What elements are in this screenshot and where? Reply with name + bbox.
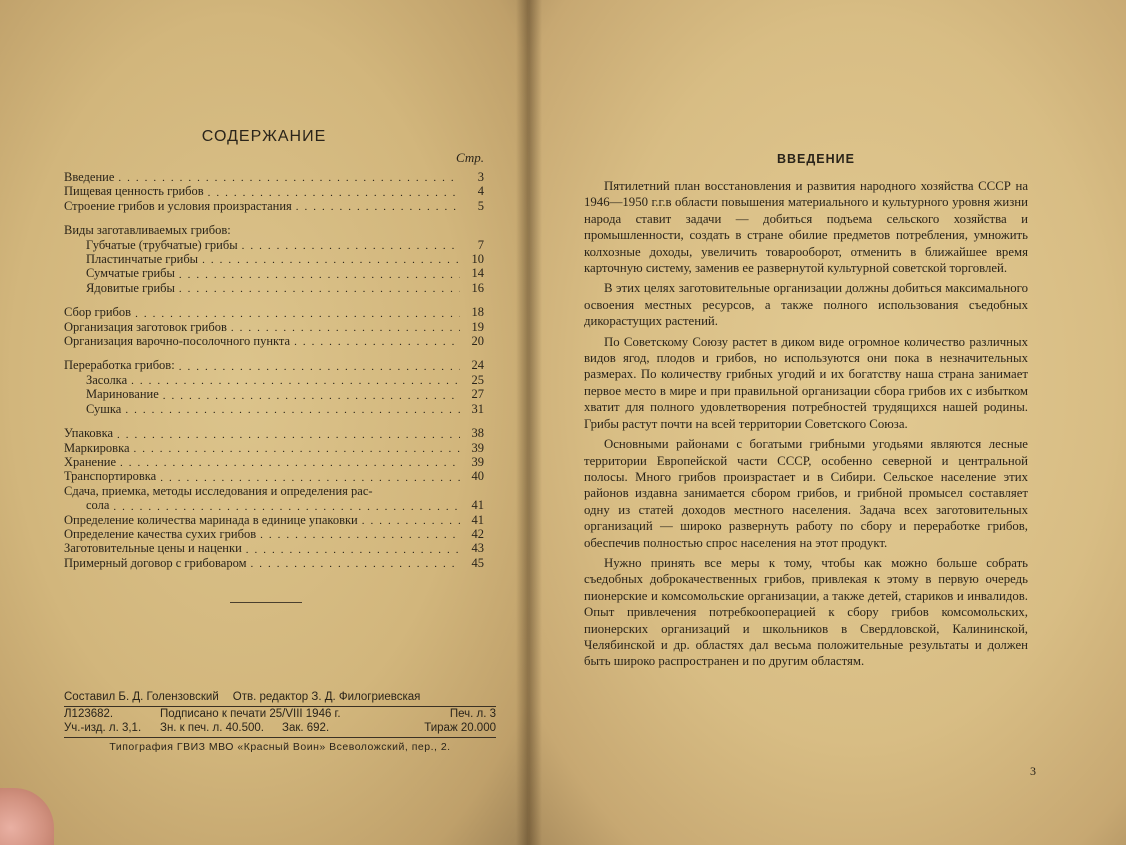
toc-entry-page: 4 bbox=[477, 184, 484, 199]
toc-entry bbox=[64, 426, 484, 440]
toc-entry-label: Определение количества маринада в единице упаковки bbox=[64, 512, 358, 527]
toc-entry-label: Маринование bbox=[86, 387, 159, 402]
toc-entry-page: 40 bbox=[471, 469, 484, 484]
imprint-editor: Отв. редактор З. Д. Филогриевская bbox=[232, 691, 421, 703]
toc-entry-page: 3 bbox=[477, 170, 484, 184]
toc-entry bbox=[64, 498, 484, 512]
intro-paragraph: По Советскому Союзу растет в диком виде огромное количество различных видов ягод, плодов и грибов, но используются они пока в незначительных размерах. По количеству грибных угодий и их богатству наша страна занимает первое место в мире и при правильной организации сбора грибов их с избытком хватит для полного удовлетворения потребностей трудящихся нашей родины. Грибы растут почти на всей территории Советского Союза. bbox=[584, 334, 1028, 431]
toc-entry bbox=[64, 281, 484, 295]
toc-entry-label: Упаковка bbox=[64, 426, 114, 441]
toc-entry-page: 27 bbox=[471, 387, 484, 402]
thumb-holding-page bbox=[0, 788, 54, 845]
toc-entry-page: 7 bbox=[477, 237, 484, 252]
toc-leader bbox=[113, 501, 460, 513]
imprint-run: Тираж 20.000 bbox=[424, 722, 496, 734]
toc-leader bbox=[179, 283, 460, 295]
imprint-print-sheets: Печ. л. 3 bbox=[449, 708, 496, 720]
toc-entry bbox=[64, 320, 484, 334]
toc-entry bbox=[64, 387, 484, 401]
toc-entry bbox=[64, 184, 484, 198]
toc-entry bbox=[64, 527, 484, 541]
toc-entry-label: Губчатые (трубчатые) грибы bbox=[86, 237, 238, 252]
toc-entry-page: 41 bbox=[471, 498, 484, 513]
toc-leader bbox=[208, 187, 460, 199]
toc-entry-label: Строение грибов и условия произрастания bbox=[64, 198, 292, 213]
toc-leader bbox=[118, 172, 460, 184]
toc-leader bbox=[260, 529, 460, 541]
toc-entry-page: 24 bbox=[471, 358, 484, 373]
toc-entry-page: 38 bbox=[471, 426, 484, 441]
section-divider bbox=[230, 602, 302, 603]
intro-paragraph: Нужно принять все меры к тому, чтобы как можно больше собрать съедобных доброкачественных грибов, привлекая к этому в первую очередь пионерские и комсомольские организации, а также детей, стариков и инвалидов. Опыт привлечения потребкооперацией к сбору грибов комсомольских, пионерских организаций и школьников в Свердловской, Калининской, Челябинской и др. областях дал весьма положительные результаты и должен быть широко распространен и по другим областям. bbox=[584, 555, 1028, 669]
toc-entry-page: 42 bbox=[471, 526, 484, 541]
toc-entry-label: Сдача, приемка, методы исследования и определения рас- bbox=[64, 483, 373, 498]
imprint-printer: Типография ГВИЗ МВО «Красный Воин» Всеволожский, пер., 2. bbox=[64, 737, 496, 754]
toc-entry-label: Организация варочно-посолочного пункта bbox=[64, 334, 291, 349]
table-of-contents bbox=[64, 170, 484, 570]
toc-entry-page: 10 bbox=[471, 252, 484, 267]
toc-entry-label: Сушка bbox=[86, 401, 122, 416]
toc-leader bbox=[131, 375, 460, 387]
toc-leader bbox=[117, 429, 460, 441]
toc-leader bbox=[179, 361, 460, 373]
toc-leader bbox=[179, 269, 460, 281]
toc-entry bbox=[64, 170, 484, 184]
toc-entry bbox=[64, 238, 484, 252]
toc-entry-label: Сбор грибов bbox=[64, 305, 132, 320]
toc-entry bbox=[64, 252, 484, 266]
toc-entry-label: Переработка грибов: bbox=[64, 358, 175, 373]
toc-entry bbox=[64, 305, 484, 319]
toc-entry bbox=[64, 266, 484, 280]
imprint-details bbox=[64, 707, 496, 735]
toc-leader bbox=[160, 472, 460, 484]
imprint-compiler: Составил Б. Д. Голензовский bbox=[64, 691, 219, 703]
toc-entry-page: 19 bbox=[471, 319, 484, 334]
imprint-order: Зак. 692. bbox=[282, 722, 330, 734]
toc-entry bbox=[64, 513, 484, 527]
toc-leader bbox=[296, 201, 460, 213]
toc-leader bbox=[231, 322, 460, 334]
toc-entry bbox=[64, 541, 484, 555]
intro-title: ВВЕДЕНИЕ bbox=[777, 152, 855, 166]
toc-leader bbox=[134, 443, 460, 455]
toc-entry bbox=[64, 455, 484, 469]
toc-entry bbox=[64, 199, 484, 213]
toc-entry-page: 20 bbox=[471, 334, 484, 349]
toc-leader bbox=[246, 544, 460, 556]
imprint-credits bbox=[64, 690, 496, 707]
toc-entry-page: 39 bbox=[471, 454, 484, 469]
imprint-block bbox=[64, 690, 496, 754]
toc-entry-page: 45 bbox=[471, 555, 484, 570]
toc-entry-page: 31 bbox=[471, 401, 484, 416]
toc-entry-page: 18 bbox=[471, 305, 484, 320]
imprint-edu-sheets: Уч.-изд. л. 3,1. bbox=[64, 722, 142, 734]
toc-entry-label: Примерный договор с грибоваром bbox=[64, 555, 247, 570]
imprint-chars: Зн. к печ. л. 40.500. bbox=[160, 722, 265, 734]
intro-text bbox=[584, 178, 1028, 674]
toc-leader bbox=[362, 515, 460, 527]
toc-leader bbox=[202, 254, 460, 266]
toc-entry bbox=[64, 469, 484, 483]
toc-entry-page: 41 bbox=[471, 512, 484, 527]
intro-paragraph: В этих целях заготовительные организации должны добиться максимального освоения местных ресурсов, а также полного использования съедобных дикорастущих растений. bbox=[584, 281, 1028, 329]
toc-entry-label: Введение bbox=[64, 170, 115, 184]
toc-entry-label: Определение качества сухих грибов bbox=[64, 526, 257, 541]
intro-paragraph: Пятилетний план восстановления и развития народного хозяйства СССР на 1946—1950 г.г.в области повышения материального и культурного уровня жизни народа ставит задачи — добиться подъема сельского хозяйства и промышленности, создать в стране обилие предметов потребления, умножить колхозные доходы, увеличить товарооборот, отменить в ближайшее время карточную систему, заменив ее развернутой культурной советской торговлей. bbox=[584, 179, 1028, 276]
toc-leader bbox=[163, 390, 460, 402]
toc-entry-page: 5 bbox=[477, 198, 484, 213]
toc-entry-label: Пластинчатые грибы bbox=[86, 252, 199, 267]
toc-entry-page: 16 bbox=[471, 280, 484, 295]
toc-leader bbox=[242, 240, 460, 252]
toc-entry-label: Хранение bbox=[64, 454, 116, 469]
toc-entry-page: 25 bbox=[471, 372, 484, 387]
left-page bbox=[0, 0, 532, 845]
toc-entry-label-continued: сола bbox=[86, 498, 110, 513]
toc-title: СОДЕРЖАНИЕ bbox=[201, 128, 327, 145]
intro-paragraph: Основными районами с богатыми грибными угодьями являются лесные территории Европейской части СССР, особенно северной и центральной полосы. Много грибов произрастает и в Сибири. Сельское население этих районов издавна занимается сбором грибов, и грибной промысел составляет одну из статей доходов местного населения. Задача всех заготовительных организаций — широко развернуть работу по сбору и переработке грибов, обеспечив полностью спрос населения на этот продукт. bbox=[584, 437, 1028, 550]
toc-entry-label: Ядовитые грибы bbox=[86, 280, 175, 295]
toc-leader bbox=[294, 336, 460, 348]
toc-entry-wrapped bbox=[64, 484, 484, 498]
toc-entry-label: Сумчатые грибы bbox=[86, 266, 175, 281]
toc-entry bbox=[64, 402, 484, 416]
imprint-l-code: Л123682. bbox=[64, 708, 114, 720]
page-number: 3 bbox=[1030, 764, 1036, 778]
toc-entry bbox=[64, 373, 484, 387]
toc-entry-label: Засолка bbox=[86, 372, 128, 387]
toc-entry-page: 39 bbox=[471, 440, 484, 455]
toc-page-column-header: Стр. bbox=[456, 150, 484, 165]
toc-leader bbox=[251, 558, 460, 570]
toc-entry-page: 43 bbox=[471, 541, 484, 556]
toc-leader bbox=[135, 308, 460, 320]
toc-entry bbox=[64, 334, 484, 348]
toc-entry-label: Виды заготавливаемых грибов: bbox=[64, 223, 231, 238]
toc-entry-label: Маркировка bbox=[64, 440, 130, 455]
toc-group-heading bbox=[64, 223, 484, 237]
toc-entry bbox=[64, 358, 484, 372]
toc-entry-label: Транспортировка bbox=[64, 469, 157, 484]
imprint-signed: Подписано к печати 25/VIII 1946 г. bbox=[160, 708, 341, 720]
toc-leader bbox=[120, 457, 460, 469]
toc-entry bbox=[64, 441, 484, 455]
toc-entry-label: Организация заготовок грибов bbox=[64, 319, 227, 334]
toc-entry-label: Заготовительные цены и наценки bbox=[64, 541, 242, 556]
toc-leader bbox=[125, 404, 460, 416]
toc-entry-page: 14 bbox=[471, 266, 484, 281]
toc-entry bbox=[64, 556, 484, 570]
toc-entry-label: Пищевая ценность грибов bbox=[64, 184, 204, 199]
